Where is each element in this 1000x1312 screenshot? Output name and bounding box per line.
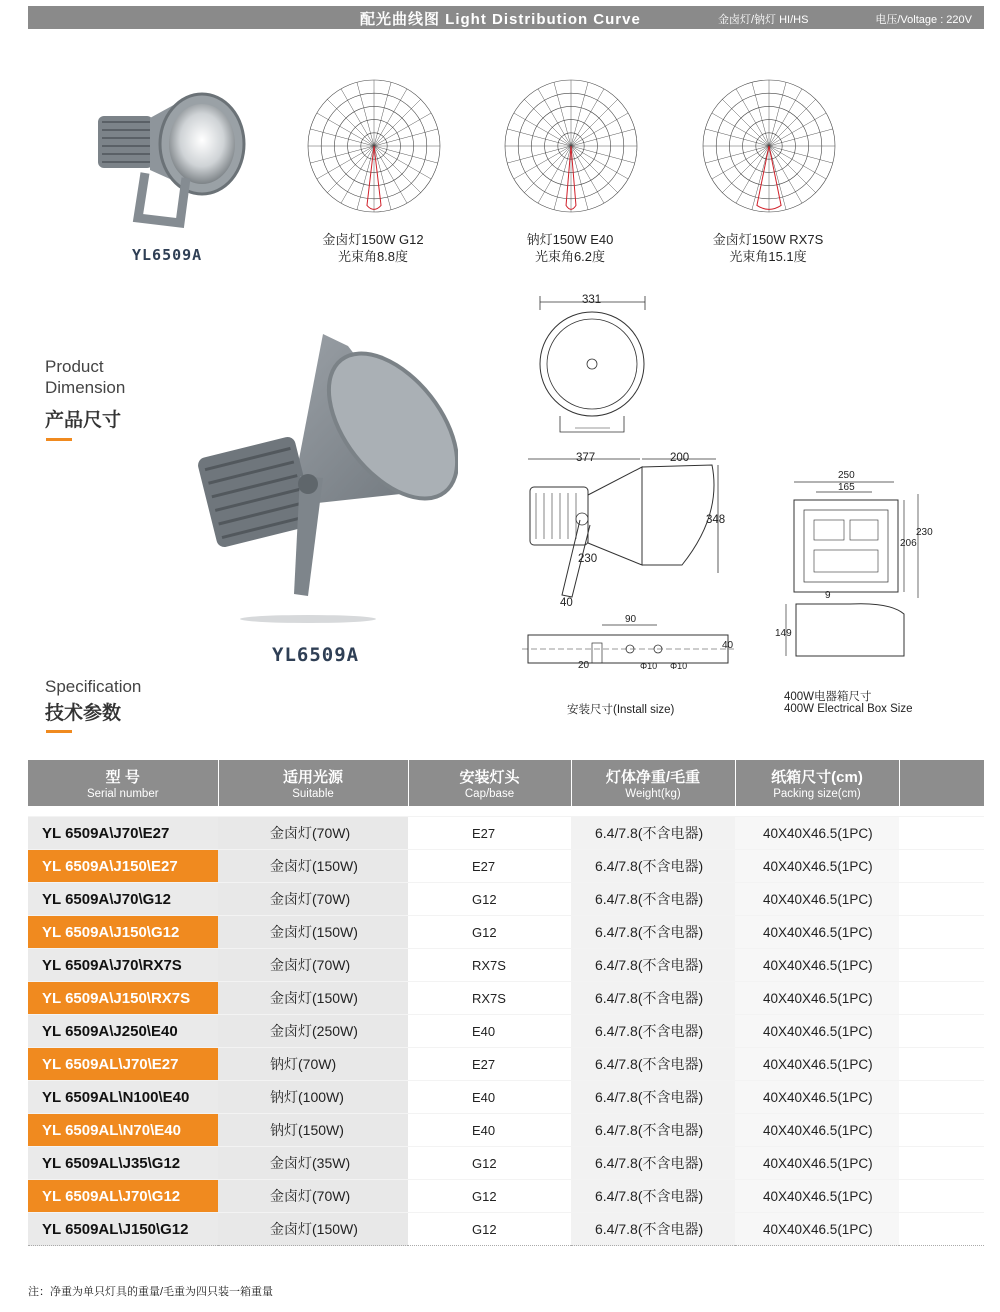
curve-caption-1-line2: 光束角8.8度 xyxy=(337,249,409,264)
cell-blank xyxy=(899,1114,984,1147)
cell-cap: RX7S xyxy=(408,982,571,1015)
curve-caption-3-line1: 金卤灯150W RX7S xyxy=(712,232,824,247)
cell-cap: G12 xyxy=(408,916,571,949)
box-caption-en: 400W Electrical Box Size xyxy=(784,703,913,715)
cell-box: 40X40X46.5(1PC) xyxy=(735,1015,899,1048)
product-photo-small xyxy=(90,78,250,243)
cell-source: 钠灯(100W) xyxy=(218,1081,408,1114)
dim-install-height: 40 xyxy=(722,640,734,651)
cell-blank xyxy=(899,1048,984,1081)
cell-weight: 6.4/7.8(不含电器) xyxy=(571,1081,735,1114)
table-row xyxy=(28,1081,984,1114)
cell-source: 金卤灯(70W) xyxy=(218,1180,408,1213)
curve-caption-2 xyxy=(480,231,660,265)
cell-weight: 6.4/7.8(不含电器) xyxy=(571,949,735,982)
cell-blank xyxy=(899,817,984,850)
section-spec-cn: 技术参数 xyxy=(45,703,122,724)
cell-cap: E40 xyxy=(408,1081,571,1114)
cell-source: 金卤灯(70W) xyxy=(218,817,408,850)
curve-caption-1 xyxy=(283,231,463,265)
cell-model: YL 6509A\J150\RX7S xyxy=(28,982,218,1015)
cell-weight: 6.4/7.8(不含电器) xyxy=(571,1213,735,1246)
curve-caption-2-line2: 光束角6.2度 xyxy=(534,249,606,264)
table-row xyxy=(28,949,984,982)
table-row xyxy=(28,883,984,916)
table-row xyxy=(28,982,984,1015)
cell-model: YL 6509AL\J150\G12 xyxy=(28,1213,218,1246)
cell-source: 钠灯(70W) xyxy=(218,1048,408,1081)
dim-box-h2: 230 xyxy=(916,527,933,538)
col-header-blank xyxy=(899,760,984,806)
dim-box-inner: 165 xyxy=(838,482,855,493)
section-dimension-en-1: Product xyxy=(45,357,104,376)
install-caption: 安装尺寸(Install size) xyxy=(567,704,675,716)
curve-caption-1-line1: 金卤灯150W G12 xyxy=(322,232,424,247)
cell-cap: G12 xyxy=(408,1180,571,1213)
cell-model: YL 6509A\J150\G12 xyxy=(28,916,218,949)
cell-cap: E27 xyxy=(408,850,571,883)
col-header-cap: 安装灯头 Cap/base xyxy=(408,760,571,806)
cell-box: 40X40X46.5(1PC) xyxy=(735,817,899,850)
cell-box: 40X40X46.5(1PC) xyxy=(735,850,899,883)
curve-caption-3-line2: 光束角15.1度 xyxy=(729,249,807,264)
cell-cap: E27 xyxy=(408,817,571,850)
table-row xyxy=(28,1114,984,1147)
cell-cap: E40 xyxy=(408,1015,571,1048)
cell-weight: 6.4/7.8(不含电器) xyxy=(571,1114,735,1147)
cell-blank xyxy=(899,949,984,982)
cell-model: YL 6509AL\J35\G12 xyxy=(28,1147,218,1180)
cell-box: 40X40X46.5(1PC) xyxy=(735,883,899,916)
cell-weight: 6.4/7.8(不含电器) xyxy=(571,1048,735,1081)
cell-cap: E27 xyxy=(408,1048,571,1081)
cell-source: 金卤灯(150W) xyxy=(218,850,408,883)
table-row xyxy=(28,1048,984,1081)
dim-install-edge: 20 xyxy=(578,660,590,671)
product-photo-large xyxy=(198,326,458,626)
cell-box: 40X40X46.5(1PC) xyxy=(735,1180,899,1213)
cell-source: 钠灯(150W) xyxy=(218,1114,408,1147)
col-header-box: 纸箱尺寸(cm) Packing size(cm) xyxy=(735,760,899,806)
curve-caption-2-line1: 钠灯150W E40 xyxy=(526,232,614,247)
footnote: 注：净重为单只灯具的重量/毛重为四只装一箱重量 xyxy=(28,1286,274,1298)
product-model-large: YL6509A xyxy=(272,644,360,666)
cell-model: YL 6509A\J70\RX7S xyxy=(28,949,218,982)
cell-source: 金卤灯(150W) xyxy=(218,916,408,949)
cell-blank xyxy=(899,1180,984,1213)
cell-box: 40X40X46.5(1PC) xyxy=(735,982,899,1015)
dim-box-side-h: 149 xyxy=(775,628,792,639)
col-header-model: 型 号 Serial number xyxy=(28,760,218,806)
cell-source: 金卤灯(150W) xyxy=(218,1213,408,1246)
cell-weight: 6.4/7.8(不含电器) xyxy=(571,817,735,850)
cell-model: YL 6509A\J70\G12 xyxy=(28,883,218,916)
cell-blank xyxy=(899,916,984,949)
table-row xyxy=(28,1147,984,1180)
cell-source: 金卤灯(70W) xyxy=(218,949,408,982)
cell-blank xyxy=(899,982,984,1015)
section-dimension-cn: 产品尺寸 xyxy=(45,410,122,431)
cell-weight: 6.4/7.8(不含电器) xyxy=(571,982,735,1015)
cell-model: YL 6509AL\J70\G12 xyxy=(28,1180,218,1213)
dim-install-spacing: 90 xyxy=(625,614,637,625)
cell-blank xyxy=(899,1147,984,1180)
section-spec-en: Specification xyxy=(45,677,142,696)
dim-side-depth: 377 xyxy=(576,452,596,464)
dim-install-hole-b: Φ10 xyxy=(670,661,688,671)
table-row xyxy=(28,1180,984,1213)
product-model-small: YL6509A xyxy=(132,246,203,264)
cell-model: YL 6509A\J250\E40 xyxy=(28,1015,218,1048)
table-row xyxy=(28,817,984,850)
col-header-weight: 灯体净重/毛重 Weight(kg) xyxy=(571,760,735,806)
dim-box-h1: 206 xyxy=(900,538,917,549)
cell-cap: G12 xyxy=(408,1147,571,1180)
cell-box: 40X40X46.5(1PC) xyxy=(735,1048,899,1081)
table-row xyxy=(28,1213,984,1246)
cell-weight: 6.4/7.8(不含电器) xyxy=(571,1180,735,1213)
cell-model: YL 6509A\J150\E27 xyxy=(28,850,218,883)
section-spec-bar xyxy=(46,730,72,733)
col-header-source: 适用光源 Suitable xyxy=(218,760,408,806)
cell-box: 40X40X46.5(1PC) xyxy=(735,1147,899,1180)
cell-blank xyxy=(899,850,984,883)
cell-cap: G12 xyxy=(408,1213,571,1246)
cell-weight: 6.4/7.8(不含电器) xyxy=(571,1015,735,1048)
light-curve-2 xyxy=(500,70,642,220)
spec-table-header xyxy=(28,760,984,806)
spec-table xyxy=(28,760,984,1246)
cell-source: 金卤灯(35W) xyxy=(218,1147,408,1180)
table-row xyxy=(28,850,984,883)
header-title: 配光曲线图 Light Distribution Curve xyxy=(360,11,641,28)
section-dimension-en xyxy=(45,356,125,398)
cell-weight: 6.4/7.8(不含电器) xyxy=(571,883,735,916)
cell-model: YL 6509AL\J70\E27 xyxy=(28,1048,218,1081)
cell-box: 40X40X46.5(1PC) xyxy=(735,949,899,982)
light-curve-3 xyxy=(698,70,840,220)
cell-blank xyxy=(899,1015,984,1048)
dim-box-width: 250 xyxy=(838,470,855,481)
cell-weight: 6.4/7.8(不含电器) xyxy=(571,916,735,949)
cell-source: 金卤灯(70W) xyxy=(218,883,408,916)
section-dimension-bar xyxy=(46,438,72,441)
box-caption-cn: 400W电器箱尺寸 xyxy=(784,691,872,703)
cell-cap: E40 xyxy=(408,1114,571,1147)
electrical-box-drawing xyxy=(780,470,940,670)
header-lamp-types: 金卤灯/钠灯 HI/HS xyxy=(718,14,809,26)
cell-blank xyxy=(899,1081,984,1114)
cell-cap: RX7S xyxy=(408,949,571,982)
dim-side-bracket: 230 xyxy=(578,553,598,565)
side-view-drawing xyxy=(522,455,732,610)
cell-blank xyxy=(899,883,984,916)
cell-box: 40X40X46.5(1PC) xyxy=(735,1213,899,1246)
cell-weight: 6.4/7.8(不含电器) xyxy=(571,1147,735,1180)
cell-model: YL 6509A\J70\E27 xyxy=(28,817,218,850)
cell-weight: 6.4/7.8(不含电器) xyxy=(571,850,735,883)
cell-box: 40X40X46.5(1PC) xyxy=(735,1081,899,1114)
front-view-drawing xyxy=(530,292,655,437)
light-curve-1 xyxy=(303,70,445,220)
dim-side-height: 348 xyxy=(706,514,726,526)
section-dimension-en-2: Dimension xyxy=(45,378,126,397)
cell-box: 40X40X46.5(1PC) xyxy=(735,1114,899,1147)
dim-front-width: 331 xyxy=(582,294,602,306)
cell-cap: G12 xyxy=(408,883,571,916)
table-row xyxy=(28,916,984,949)
cell-box: 40X40X46.5(1PC) xyxy=(735,916,899,949)
cell-source: 金卤灯(150W) xyxy=(218,982,408,1015)
dim-side-reflector: 200 xyxy=(670,452,690,464)
cell-model: YL 6509AL\N70\E40 xyxy=(28,1114,218,1147)
dim-install-hole-a: Φ10 xyxy=(640,661,658,671)
cell-blank xyxy=(899,1213,984,1246)
dim-side-base: 40 xyxy=(560,597,573,609)
curve-caption-3 xyxy=(678,231,858,265)
cell-source: 金卤灯(250W) xyxy=(218,1015,408,1048)
cell-model: YL 6509AL\N100\E40 xyxy=(28,1081,218,1114)
dim-box-gap: 9 xyxy=(825,590,831,601)
table-row xyxy=(28,1015,984,1048)
header-bar xyxy=(28,6,984,29)
header-voltage: 电压/Voltage : 220V xyxy=(875,14,972,26)
